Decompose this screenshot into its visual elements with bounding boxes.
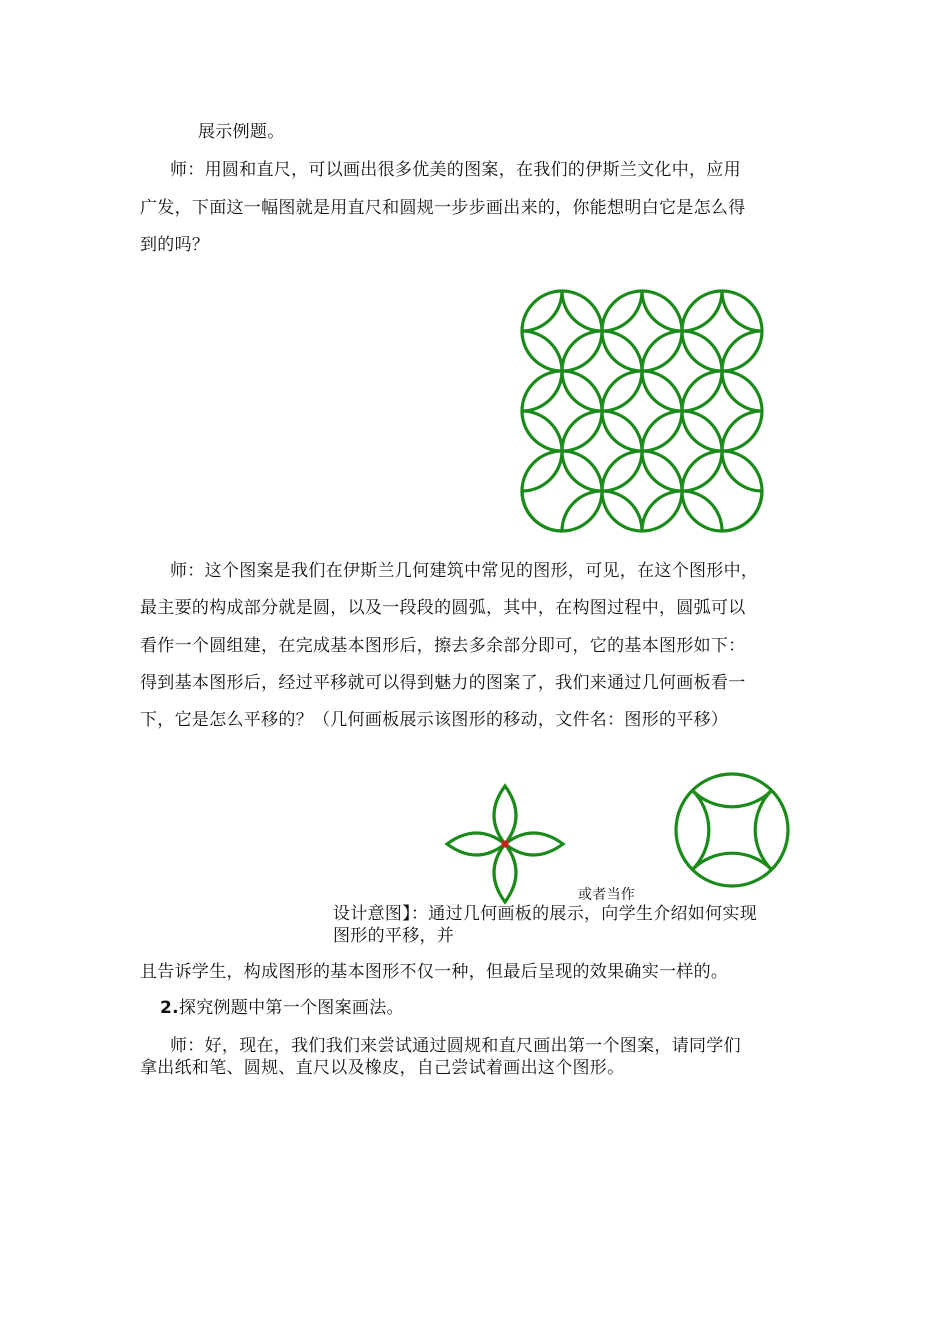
section-number: 2.	[160, 998, 179, 1018]
section-title: 探究例题中第一个图案画法。	[178, 998, 404, 1018]
petal-right	[505, 833, 563, 855]
paragraph-line: 且告诉学生，构成图形的基本图形不仅一种，但最后呈现的效果确实一样的。	[140, 962, 729, 982]
paragraph-line: 看作一个圆组建，在完成基本图形后，擦去多余部分即可，它的基本图形如下：	[140, 636, 746, 656]
section-2-heading	[160, 1000, 404, 1017]
petal-top	[494, 786, 516, 844]
pattern-corner-arc	[722, 491, 762, 531]
pattern-circle	[602, 451, 682, 531]
pattern-circle	[682, 371, 762, 451]
pattern-circle	[562, 411, 642, 491]
pattern-circle	[642, 411, 722, 491]
paragraph-line: 得到基本图形后，经过平移就可以得到魅力的图案了，我们来通过几何画板看一	[140, 673, 746, 693]
petal-left	[447, 833, 505, 855]
caption-or-as: 或者当作	[578, 887, 636, 903]
pattern-circle	[602, 291, 682, 371]
circle-grid-pattern-figure	[515, 284, 775, 536]
paragraph-line: 师：好，现在，我们我们来尝试通过圆规和直尺画出第一个图案，请同学们	[170, 1036, 741, 1056]
paragraph-line: 最主要的构成部分就是圆，以及一段段的圆弧，其中，在构图过程中，圆弧可以	[140, 598, 746, 618]
circle-concave-square-figure	[672, 770, 792, 890]
circle-concave-square-svg	[672, 770, 792, 890]
pattern-circle	[522, 371, 602, 451]
four-petal-basic-shape-figure	[443, 782, 567, 906]
pattern-circle	[522, 291, 602, 371]
heading-show-example: 展示例题。	[198, 122, 285, 142]
petal-bottom	[494, 844, 516, 902]
pattern-circle	[602, 371, 682, 451]
paragraph-line: 师：用圆和直尺，可以画出很多优美的图案，在我们的伊斯兰文化中，应用	[170, 160, 741, 180]
paragraph-line: 师：这个图案是我们在伊斯兰几何建筑中常见的图形，可见，在这个图形中，	[170, 561, 759, 581]
pattern-corner-arc	[522, 491, 562, 531]
paragraph-line: 拿出纸和笔、圆规、直尺以及橡皮，自己尝试着画出这个图形。	[140, 1058, 625, 1078]
design-intent-line: 图形的平移，并	[333, 926, 455, 946]
center-point	[502, 841, 509, 848]
circle-grid-pattern-svg	[515, 284, 775, 536]
paragraph-line: 下，它是怎么平移的？（几何画板展示该图形的移动，文件名：图形的平移）	[140, 710, 729, 730]
paragraph-line: 到的吗？	[140, 235, 210, 255]
design-intent-line: 设计意图】：通过几何画板的展示，向学生介绍如何实现	[333, 904, 757, 924]
pattern-circle	[642, 331, 722, 411]
pattern-circle	[562, 331, 642, 411]
paragraph-line: 广发，下面这一幅图就是用直尺和圆规一步步画出来的，你能想明白它是怎么得	[140, 198, 746, 218]
pattern-circle	[682, 291, 762, 371]
four-petal-svg	[443, 782, 567, 906]
